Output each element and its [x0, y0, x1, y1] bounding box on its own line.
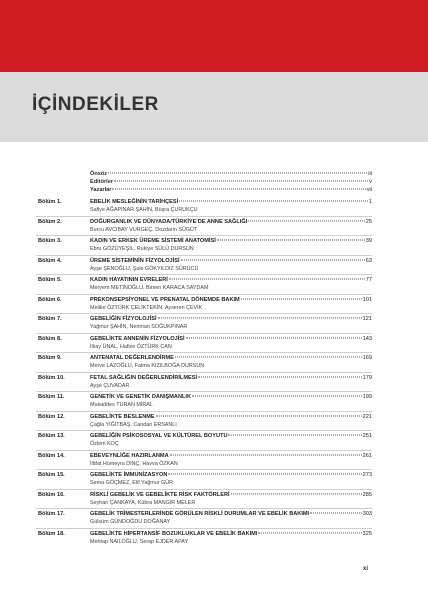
- chapter-entry[interactable]: [36, 412, 372, 432]
- chapter-number: Bölüm 15.: [38, 472, 65, 478]
- dot-leader: [156, 415, 362, 416]
- chapter-number: Bölüm 7.: [38, 316, 62, 322]
- dot-leader: [108, 173, 367, 174]
- chapter-number: Bölüm 11.: [38, 394, 65, 400]
- chapter-authors: İlkay ÜNAL, Hafize ÖZTÜRK CAN: [90, 343, 172, 350]
- table-of-contents: [36, 170, 372, 548]
- chapter-number: Bölüm 4.: [38, 257, 62, 264]
- chapter-authors: Meryem METİNOĞLU, Birsen KARACA SAYDAM: [90, 285, 209, 291]
- chapter-number: Bölüm 2.: [38, 218, 62, 225]
- chapter-authors: Merve LAZOĞLU, Fatma KIZILBOĞA DURSUN: [90, 363, 205, 369]
- chapter-number: Bölüm 18.: [38, 530, 65, 537]
- chapter-entry[interactable]: [36, 217, 372, 237]
- chapter-authors: Seyhan ÇANKAYA, Kübra MANGIR MELER: [90, 499, 196, 506]
- page-number: xi: [362, 566, 368, 572]
- chapter-number: Bölüm 16.: [38, 491, 65, 498]
- chapter-title: GEBELİKTE BESLENME: [90, 413, 155, 420]
- front-matter-page: v: [369, 179, 372, 185]
- chapter-title: KADIN VE ERKEK ÜREME SİSTEMİ ANATOMİSİ: [90, 238, 216, 244]
- chapter-page: 77: [365, 277, 372, 283]
- dot-leader: [158, 318, 362, 319]
- front-matter-page: iii: [368, 171, 372, 177]
- chapter-page: 325: [362, 530, 372, 537]
- dot-leader: [175, 357, 362, 358]
- dot-leader: [179, 201, 368, 202]
- dot-leader: [217, 240, 365, 241]
- chapter-page: 199: [362, 394, 372, 400]
- chapter-title: GEBELİKTE İMMUNİZASYON: [90, 472, 168, 478]
- chapter-number: Bölüm 1.: [38, 199, 62, 205]
- chapter-number: Bölüm 14.: [38, 452, 65, 459]
- chapter-list: [36, 197, 372, 548]
- chapter-authors: Ebru GÖZÜYEŞİL, Rukiye SÜLÜ DURSUN: [90, 246, 194, 252]
- chapter-entry[interactable]: [36, 295, 372, 315]
- chapter-page: 179: [362, 374, 372, 381]
- dot-leader: [186, 337, 362, 338]
- chapter-entry[interactable]: [36, 197, 372, 217]
- chapter-page: 273: [362, 472, 372, 478]
- chapter-entry[interactable]: [36, 451, 372, 471]
- chapter-title: PREKONSEPSİYONEL VE PRENATAL DÖNEMDE BAKIM: [90, 296, 240, 303]
- chapter-authors: Melike ÖZTÜRK ÇELİKTEKİN, Ayseren ÇEVİK: [90, 304, 203, 311]
- dot-leader: [310, 513, 362, 514]
- chapter-page: 169: [362, 355, 372, 361]
- chapter-entry[interactable]: [36, 334, 372, 354]
- chapter-entry[interactable]: [36, 373, 372, 393]
- chapter-page: 25: [365, 218, 372, 225]
- chapter-page: 1: [368, 199, 372, 205]
- chapter-entry[interactable]: [36, 236, 372, 256]
- chapter-title: GEBELİĞİN FİZYOLOJİSİ: [90, 316, 157, 322]
- dot-leader: [248, 220, 365, 221]
- chapter-title: EBEVEYNLİĞE HAZIRLANMA: [90, 452, 169, 459]
- chapter-number: Bölüm 5.: [38, 277, 62, 283]
- header-red-band: [0, 0, 428, 72]
- chapter-authors: Yağmur ŞAHİN, Neriman SOĞUKPINAR: [90, 324, 188, 330]
- chapter-title: GEBELİĞİN PSİKOSOSYAL VE KÜLTÜREL BOYUTU: [90, 433, 228, 439]
- chapter-entry[interactable]: [36, 431, 372, 451]
- chapter-page: 63: [365, 257, 372, 264]
- dot-leader: [258, 532, 361, 533]
- chapter-entry[interactable]: [36, 392, 372, 412]
- chapter-authors: Mehtap NAILOĞLU, Serap EJDER APAY: [90, 538, 189, 545]
- dot-leader: [198, 376, 362, 377]
- chapter-authors: Burcu AVCIBAY VURGEÇ, Dozdarin SÜGÜT: [90, 226, 198, 233]
- chapter-number: Bölüm 17.: [38, 511, 65, 517]
- chapter-entry[interactable]: [36, 509, 372, 529]
- chapter-authors: Sema GÖÇMEZ, Elif Yağmur GÜR: [90, 480, 174, 486]
- chapter-entry[interactable]: [36, 256, 372, 276]
- chapter-number: Bölüm 8.: [38, 335, 62, 342]
- chapter-authors: Safiye AĞAPINAR ŞAHİN, Büşra ÇURUKÇU: [90, 207, 198, 213]
- chapter-title: ÜREME SİSTEMİNİN FİZYOLOJİSİ: [90, 257, 180, 264]
- chapter-authors: Ayşe ŞENOĞLU, Şule GÖKYILDIZ SÜRÜCÜ: [90, 265, 199, 272]
- dot-leader: [114, 181, 368, 182]
- chapter-title: GEBELİK TRİMESTERLERİNDE GÖRÜLEN RİSKLİ DURUMLAR VE EBELİK BAKIMI: [90, 511, 310, 517]
- chapter-page: 303: [362, 511, 372, 517]
- chapter-entry[interactable]: [36, 529, 372, 549]
- chapter-title: DOĞURGANLIK VE DÜNYADA/TÜRKİYE'DE ANNE SAĞLIĞI: [90, 218, 248, 225]
- chapter-entry[interactable]: [36, 275, 372, 295]
- chapter-number: Bölüm 6.: [38, 296, 62, 303]
- chapter-number: Bölüm 13.: [38, 433, 65, 439]
- front-matter-label: Yazarlar: [90, 187, 112, 193]
- chapter-entry[interactable]: [36, 470, 372, 490]
- chapter-title: ANTENATAL DEĞERLENDİRME: [90, 355, 174, 361]
- front-matter-page: vii: [366, 187, 372, 193]
- chapter-title: GENETİK VE GENETİK DANIŞMANLIK: [90, 394, 192, 400]
- chapter-entry[interactable]: [36, 353, 372, 373]
- front-matter-item[interactable]: [90, 170, 372, 178]
- chapter-authors: Gülsüm GÜNDOĞDU DOĞANAY: [90, 519, 171, 525]
- front-matter-label: Editörler: [90, 179, 114, 185]
- front-matter-item[interactable]: [90, 178, 372, 186]
- chapter-page: 101: [362, 296, 372, 303]
- chapter-page: 143: [362, 335, 372, 342]
- dot-leader: [168, 474, 361, 475]
- dot-leader: [241, 298, 362, 299]
- chapter-authors: Çağla YİĞİTBAŞ, Candan ERSANLI: [90, 421, 177, 428]
- chapter-page: 251: [362, 433, 372, 439]
- chapter-number: Bölüm 10.: [38, 374, 65, 381]
- chapter-entry[interactable]: [36, 314, 372, 334]
- front-matter-label: Önsöz: [90, 171, 108, 177]
- front-matter-item[interactable]: [90, 186, 372, 194]
- chapter-title: FETAL SAĞLIĞIN DEĞERLENDİRİLMESİ: [90, 374, 198, 381]
- page-title: İÇİNDEKİLER: [32, 94, 159, 115]
- chapter-title: GEBELİKTE ANNENİN FİZYOLOJİSİ: [90, 335, 185, 342]
- chapter-authors: Özlem KOÇ: [90, 441, 119, 447]
- chapter-number: Bölüm 3.: [38, 238, 62, 244]
- chapter-page: 221: [362, 413, 372, 420]
- dot-leader: [169, 279, 365, 280]
- dot-leader: [228, 435, 361, 436]
- chapter-authors: İltifat Hümeyra DİNÇ, Havva ÖZKAN: [90, 460, 178, 467]
- chapter-page: 121: [362, 316, 372, 322]
- chapter-title: RİSKLİ GEBELİK VE GEBELİKTE RİSK FAKTÖRLERİ: [90, 491, 230, 498]
- chapter-number: Bölüm 9.: [38, 355, 62, 361]
- chapter-authors: Ayşe ÇUVADAR: [90, 382, 130, 389]
- dot-leader: [181, 259, 365, 260]
- chapter-number: Bölüm 12.: [38, 413, 65, 420]
- dot-leader: [192, 396, 362, 397]
- chapter-entry[interactable]: [36, 490, 372, 510]
- chapter-title: EBELİK MESLEĞİNİN TARİHÇESİ: [90, 199, 179, 205]
- chapter-title: KADIN HAYATININ EVRELERİ: [90, 277, 168, 283]
- dot-leader: [231, 493, 362, 494]
- chapter-page: 285: [362, 491, 372, 498]
- chapter-title: GEBELİKTE HİPERTANSİF BOZUKLUKLAR VE EBELİK BAKIMI: [90, 530, 258, 537]
- chapter-page: 261: [362, 452, 372, 459]
- dot-leader: [112, 189, 365, 190]
- front-matter-list: [90, 170, 372, 194]
- chapter-authors: Mukaddes TURAN MİRAL: [90, 402, 153, 408]
- dot-leader: [170, 454, 362, 455]
- chapter-page: 39: [365, 238, 372, 244]
